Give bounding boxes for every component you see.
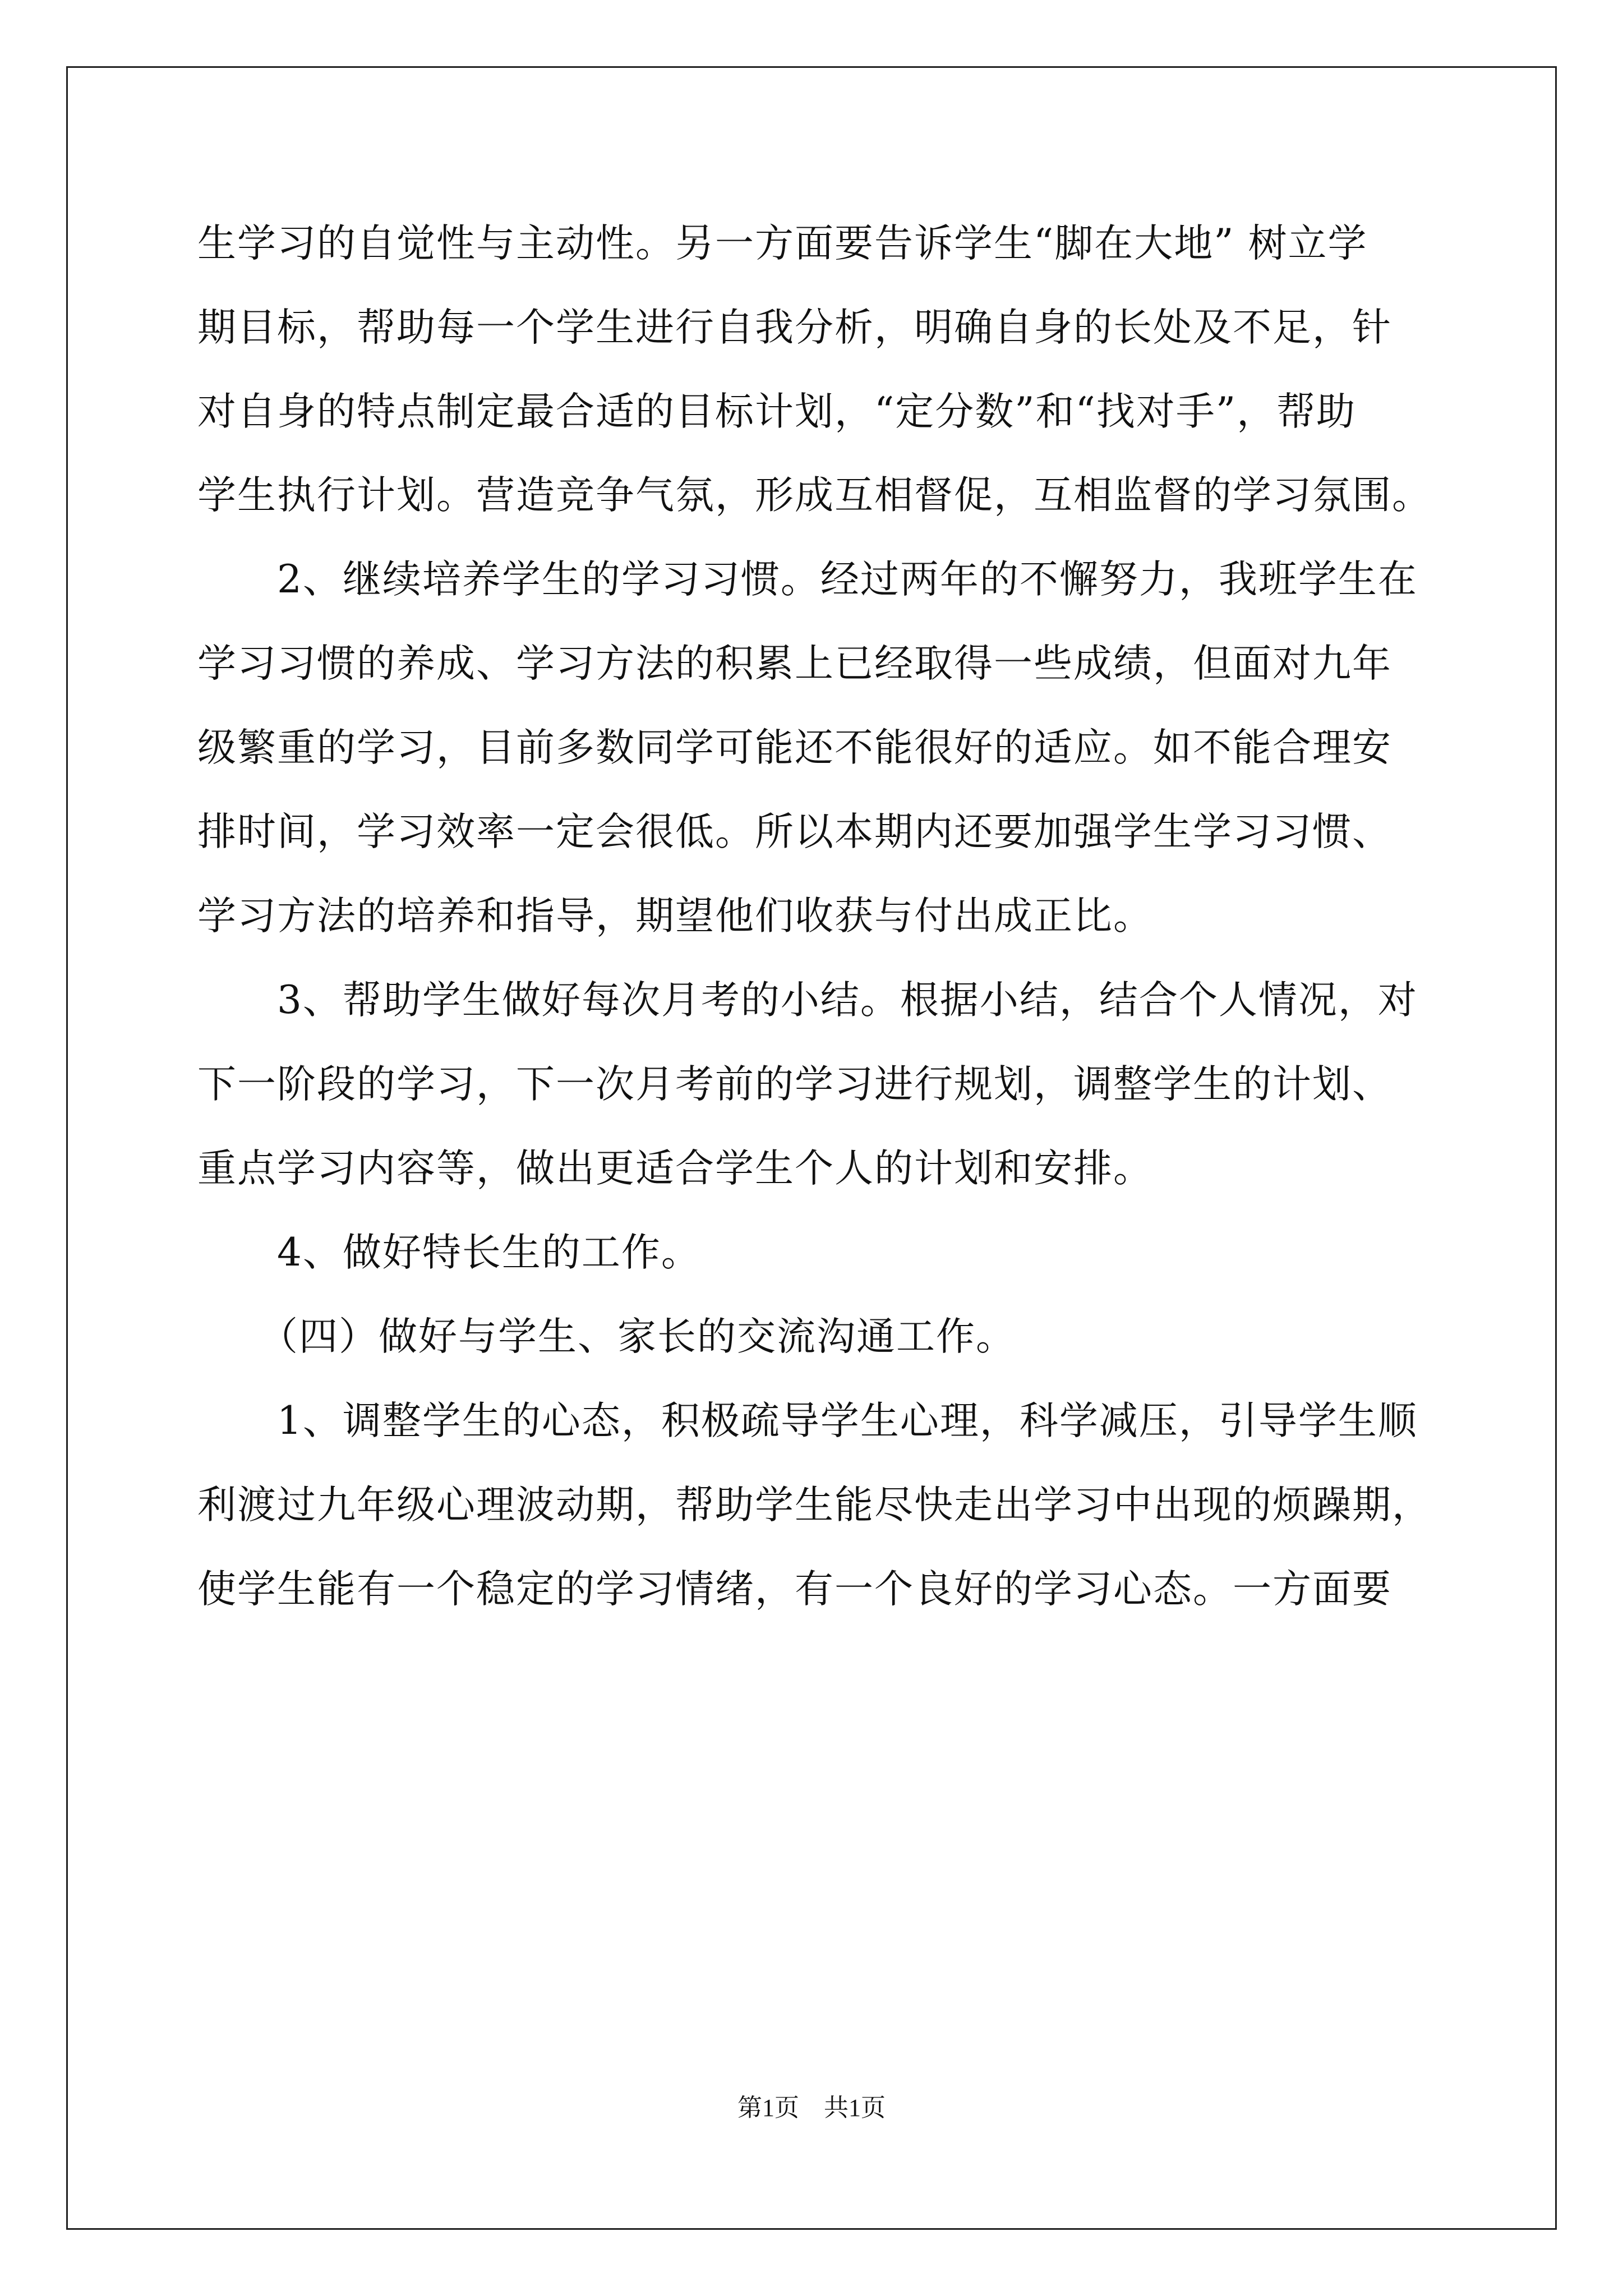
- text-line: 生学习的自觉性与主动性。另一方面要告诉学生“脚在大地” 树立学: [197, 221, 1368, 266]
- text-line: 使学生能有一个稳定的学习情绪，有一个良好的学习心态。一方面要: [197, 1567, 1392, 1612]
- text-line: 利渡过九年级心理波动期，帮助学生能尽快走出学习中出现的烦躁期，: [197, 1483, 1432, 1527]
- text-line: 排时间，学习效率一定会很低。所以本期内还要加强学生学习习惯、: [197, 809, 1392, 854]
- text-line: 学生执行计划。营造竞争气氛，形成互相督促，互相监督的学习氛围。: [197, 473, 1432, 518]
- text-line: 3、帮助学生做好每次月考的小结。根据小结，结合个人情况，对: [277, 978, 1418, 1023]
- text-line: 对自身的特点制定最合适的目标计划，“定分数”和“找对手”，帮助: [197, 389, 1357, 434]
- text-line: 1、调整学生的心态，积极疏导学生心理，科学减压，引导学生顺: [277, 1398, 1418, 1443]
- text-line: 期目标，帮助每一个学生进行自我分析，明确自身的长处及不足，针: [197, 305, 1392, 350]
- text-line: 学习习惯的养成、学习方法的积累上已经取得一些成绩，但面对九年: [197, 641, 1392, 686]
- page-footer: 第1页 共1页: [737, 2094, 886, 2122]
- text-line: 4、做好特长生的工作。: [277, 1230, 701, 1275]
- text-line: 下一阶段的学习，下一次月考前的学习进行规划，调整学生的计划、: [197, 1062, 1392, 1107]
- text-line: 2、继续培养学生的学习习惯。经过两年的不懈努力，我班学生在: [277, 557, 1418, 602]
- text-line: 级繁重的学习，目前多数同学可能还不能很好的适应。如不能合理安: [197, 725, 1392, 770]
- section-heading: （四）做好与学生、家长的交流沟通工作。: [259, 1314, 1016, 1359]
- text-line: 学习方法的培养和指导，期望他们收获与付出成正比。: [197, 894, 1153, 938]
- text-line: 重点学习内容等，做出更适合学生个人的计划和安排。: [197, 1146, 1153, 1191]
